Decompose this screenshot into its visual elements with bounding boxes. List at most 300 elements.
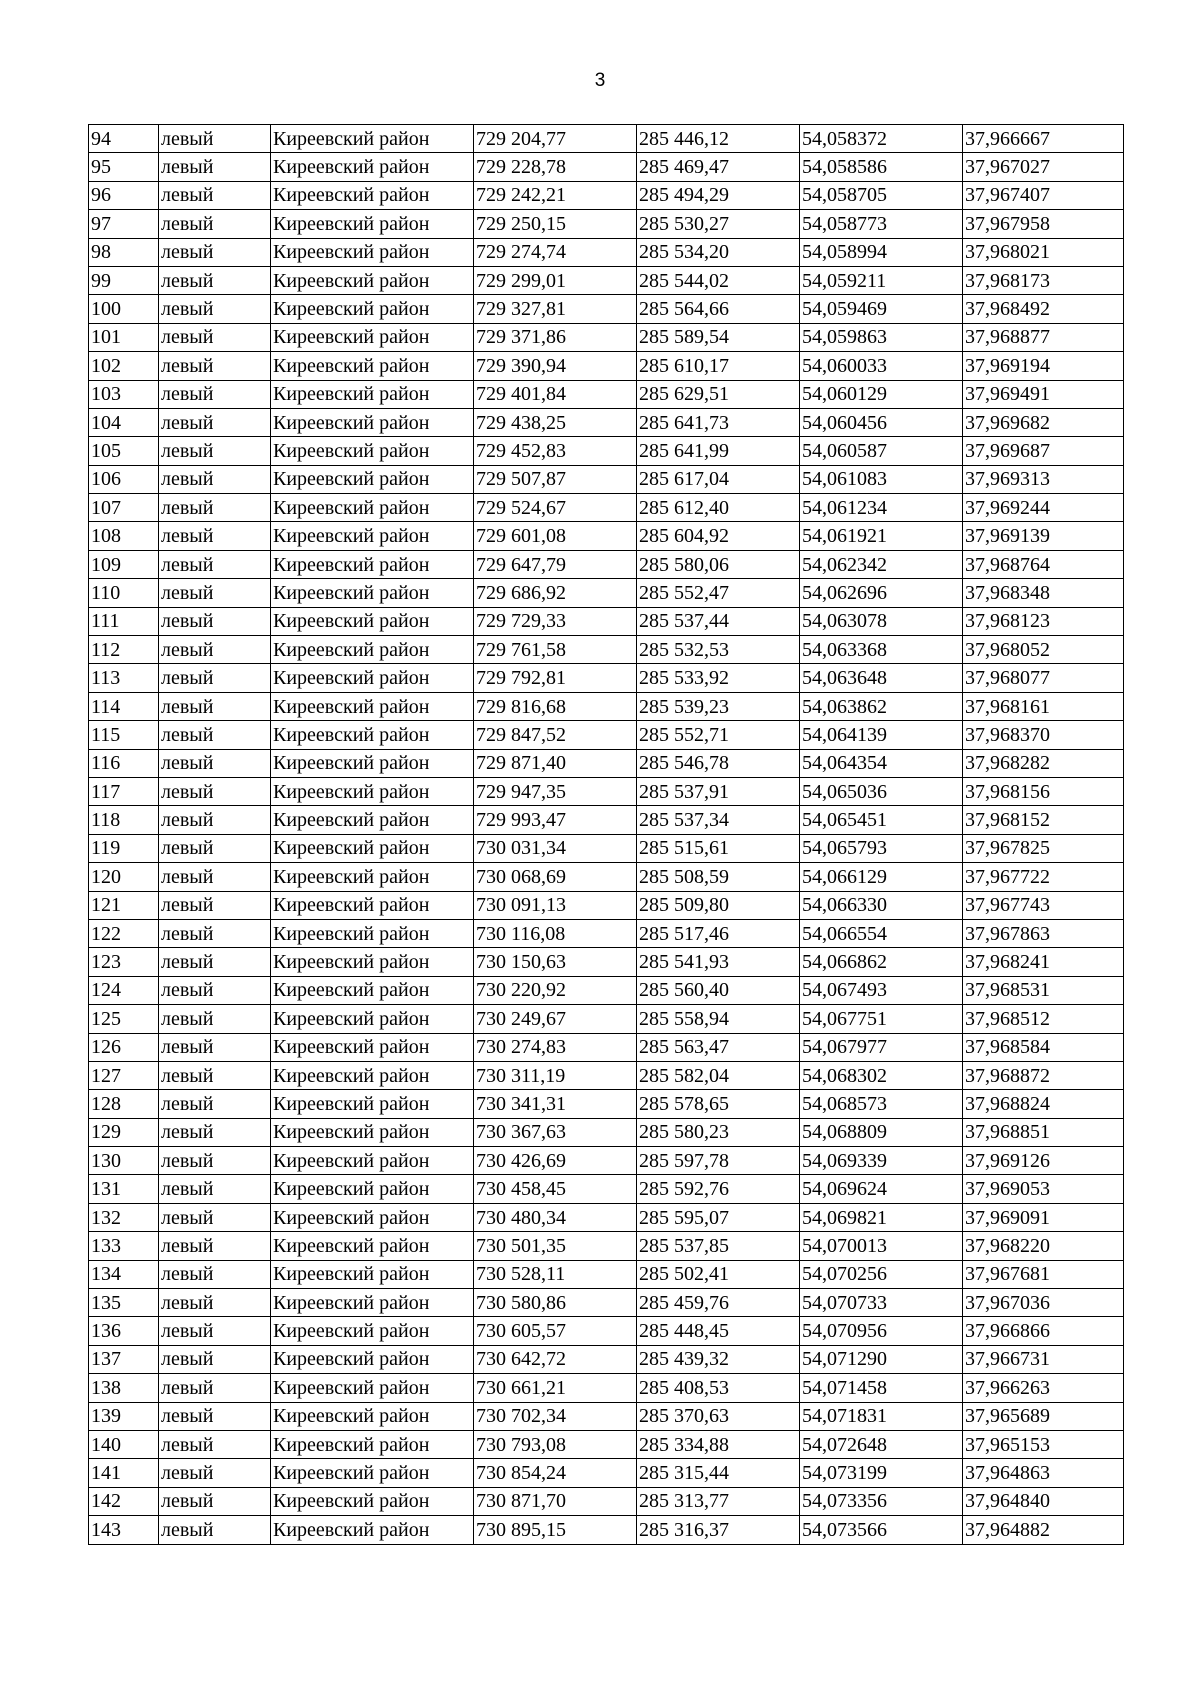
district-cell: Киреевский район [271, 210, 474, 238]
longitude-cell: 37,968824 [963, 1090, 1124, 1118]
x-coordinate-cell: 730 871,70 [474, 1487, 637, 1515]
point-number-cell: 121 [89, 891, 159, 919]
y-coordinate-cell: 285 459,76 [637, 1289, 800, 1317]
longitude-cell: 37,966731 [963, 1345, 1124, 1373]
table-row [89, 1005, 1124, 1033]
table-row [89, 607, 1124, 635]
bank-side-cell: левый [159, 834, 271, 862]
longitude-cell: 37,967722 [963, 863, 1124, 891]
x-coordinate-cell: 729 947,35 [474, 777, 637, 805]
district-cell: Киреевский район [271, 266, 474, 294]
x-coordinate-cell: 730 249,67 [474, 1005, 637, 1033]
bank-side-cell: левый [159, 777, 271, 805]
latitude-cell: 54,069339 [800, 1147, 963, 1175]
y-coordinate-cell: 285 641,73 [637, 408, 800, 436]
table-row [89, 1430, 1124, 1458]
x-coordinate-cell: 730 311,19 [474, 1061, 637, 1089]
point-number-cell: 132 [89, 1203, 159, 1231]
x-coordinate-cell: 729 371,86 [474, 323, 637, 351]
point-number-cell: 135 [89, 1289, 159, 1317]
point-number-cell: 134 [89, 1260, 159, 1288]
latitude-cell: 54,069624 [800, 1175, 963, 1203]
y-coordinate-cell: 285 578,65 [637, 1090, 800, 1118]
latitude-cell: 54,068573 [800, 1090, 963, 1118]
latitude-cell: 54,058372 [800, 125, 963, 153]
table-row [89, 1345, 1124, 1373]
longitude-cell: 37,969091 [963, 1203, 1124, 1231]
y-coordinate-cell: 285 552,71 [637, 721, 800, 749]
latitude-cell: 54,058586 [800, 153, 963, 181]
point-number-cell: 105 [89, 437, 159, 465]
x-coordinate-cell: 729 438,25 [474, 408, 637, 436]
latitude-cell: 54,064354 [800, 749, 963, 777]
x-coordinate-cell: 729 792,81 [474, 664, 637, 692]
district-cell: Киреевский район [271, 1345, 474, 1373]
longitude-cell: 37,968161 [963, 692, 1124, 720]
y-coordinate-cell: 285 595,07 [637, 1203, 800, 1231]
district-cell: Киреевский район [271, 522, 474, 550]
latitude-cell: 54,062696 [800, 579, 963, 607]
y-coordinate-cell: 285 494,29 [637, 181, 800, 209]
longitude-cell: 37,968764 [963, 550, 1124, 578]
y-coordinate-cell: 285 502,41 [637, 1260, 800, 1288]
point-number-cell: 112 [89, 636, 159, 664]
district-cell: Киреевский район [271, 181, 474, 209]
bank-side-cell: левый [159, 522, 271, 550]
longitude-cell: 37,968021 [963, 238, 1124, 266]
point-number-cell: 136 [89, 1317, 159, 1345]
longitude-cell: 37,967027 [963, 153, 1124, 181]
table-row [89, 494, 1124, 522]
point-number-cell: 133 [89, 1232, 159, 1260]
bank-side-cell: левый [159, 323, 271, 351]
y-coordinate-cell: 285 508,59 [637, 863, 800, 891]
bank-side-cell: левый [159, 607, 271, 635]
longitude-cell: 37,968877 [963, 323, 1124, 351]
bank-side-cell: левый [159, 1459, 271, 1487]
district-cell: Киреевский район [271, 238, 474, 266]
district-cell: Киреевский район [271, 1090, 474, 1118]
longitude-cell: 37,964840 [963, 1487, 1124, 1515]
table-row [89, 1487, 1124, 1515]
bank-side-cell: левый [159, 408, 271, 436]
point-number-cell: 96 [89, 181, 159, 209]
x-coordinate-cell: 729 601,08 [474, 522, 637, 550]
table-row [89, 522, 1124, 550]
table-row [89, 1289, 1124, 1317]
table-row [89, 352, 1124, 380]
x-coordinate-cell: 729 686,92 [474, 579, 637, 607]
latitude-cell: 54,058773 [800, 210, 963, 238]
y-coordinate-cell: 285 469,47 [637, 153, 800, 181]
district-cell: Киреевский район [271, 891, 474, 919]
point-number-cell: 111 [89, 607, 159, 635]
point-number-cell: 123 [89, 948, 159, 976]
district-cell: Киреевский район [271, 1430, 474, 1458]
bank-side-cell: левый [159, 210, 271, 238]
table-row [89, 437, 1124, 465]
longitude-cell: 37,968052 [963, 636, 1124, 664]
table-row [89, 550, 1124, 578]
latitude-cell: 54,068302 [800, 1061, 963, 1089]
district-cell: Киреевский район [271, 295, 474, 323]
point-number-cell: 108 [89, 522, 159, 550]
latitude-cell: 54,066330 [800, 891, 963, 919]
table-row [89, 976, 1124, 1004]
point-number-cell: 99 [89, 266, 159, 294]
longitude-cell: 37,969491 [963, 380, 1124, 408]
table-row [89, 1232, 1124, 1260]
district-cell: Киреевский район [271, 437, 474, 465]
latitude-cell: 54,069821 [800, 1203, 963, 1231]
bank-side-cell: левый [159, 863, 271, 891]
longitude-cell: 37,969244 [963, 494, 1124, 522]
latitude-cell: 54,067751 [800, 1005, 963, 1033]
y-coordinate-cell: 285 316,37 [637, 1516, 800, 1544]
longitude-cell: 37,968173 [963, 266, 1124, 294]
longitude-cell: 37,968492 [963, 295, 1124, 323]
point-number-cell: 95 [89, 153, 159, 181]
district-cell: Киреевский район [271, 1289, 474, 1317]
bank-side-cell: левый [159, 948, 271, 976]
district-cell: Киреевский район [271, 1402, 474, 1430]
point-number-cell: 130 [89, 1147, 159, 1175]
point-number-cell: 102 [89, 352, 159, 380]
latitude-cell: 54,070956 [800, 1317, 963, 1345]
latitude-cell: 54,067493 [800, 976, 963, 1004]
table-row [89, 266, 1124, 294]
point-number-cell: 98 [89, 238, 159, 266]
longitude-cell: 37,967036 [963, 1289, 1124, 1317]
y-coordinate-cell: 285 439,32 [637, 1345, 800, 1373]
point-number-cell: 141 [89, 1459, 159, 1487]
table-row [89, 1402, 1124, 1430]
longitude-cell: 37,969682 [963, 408, 1124, 436]
y-coordinate-cell: 285 539,23 [637, 692, 800, 720]
district-cell: Киреевский район [271, 976, 474, 1004]
x-coordinate-cell: 729 993,47 [474, 806, 637, 834]
point-number-cell: 131 [89, 1175, 159, 1203]
district-cell: Киреевский район [271, 1203, 474, 1231]
table-row [89, 408, 1124, 436]
table-row [89, 153, 1124, 181]
x-coordinate-cell: 730 274,83 [474, 1033, 637, 1061]
bank-side-cell: левый [159, 1289, 271, 1317]
y-coordinate-cell: 285 558,94 [637, 1005, 800, 1033]
bank-side-cell: левый [159, 550, 271, 578]
district-cell: Киреевский район [271, 636, 474, 664]
longitude-cell: 37,968220 [963, 1232, 1124, 1260]
district-cell: Киреевский район [271, 380, 474, 408]
table-row [89, 323, 1124, 351]
bank-side-cell: левый [159, 579, 271, 607]
district-cell: Киреевский район [271, 919, 474, 947]
district-cell: Киреевский район [271, 1260, 474, 1288]
district-cell: Киреевский район [271, 550, 474, 578]
x-coordinate-cell: 729 761,58 [474, 636, 637, 664]
x-coordinate-cell: 729 847,52 [474, 721, 637, 749]
table-row [89, 1090, 1124, 1118]
x-coordinate-cell: 730 895,15 [474, 1516, 637, 1544]
longitude-cell: 37,967958 [963, 210, 1124, 238]
x-coordinate-cell: 729 647,79 [474, 550, 637, 578]
district-cell: Киреевский район [271, 465, 474, 493]
latitude-cell: 54,073356 [800, 1487, 963, 1515]
y-coordinate-cell: 285 537,34 [637, 806, 800, 834]
point-number-cell: 97 [89, 210, 159, 238]
point-number-cell: 117 [89, 777, 159, 805]
x-coordinate-cell: 729 452,83 [474, 437, 637, 465]
district-cell: Киреевский район [271, 579, 474, 607]
latitude-cell: 54,059469 [800, 295, 963, 323]
district-cell: Киреевский район [271, 352, 474, 380]
latitude-cell: 54,065036 [800, 777, 963, 805]
table-row [89, 1374, 1124, 1402]
district-cell: Киреевский район [271, 863, 474, 891]
latitude-cell: 54,060129 [800, 380, 963, 408]
y-coordinate-cell: 285 563,47 [637, 1033, 800, 1061]
x-coordinate-cell: 730 642,72 [474, 1345, 637, 1373]
point-number-cell: 127 [89, 1061, 159, 1089]
y-coordinate-cell: 285 515,61 [637, 834, 800, 862]
x-coordinate-cell: 730 480,34 [474, 1203, 637, 1231]
x-coordinate-cell: 729 204,77 [474, 125, 637, 153]
y-coordinate-cell: 285 370,63 [637, 1402, 800, 1430]
table-row [89, 692, 1124, 720]
bank-side-cell: левый [159, 266, 271, 294]
point-number-cell: 125 [89, 1005, 159, 1033]
y-coordinate-cell: 285 537,85 [637, 1232, 800, 1260]
latitude-cell: 54,060456 [800, 408, 963, 436]
latitude-cell: 54,064139 [800, 721, 963, 749]
y-coordinate-cell: 285 408,53 [637, 1374, 800, 1402]
x-coordinate-cell: 730 116,08 [474, 919, 637, 947]
point-number-cell: 120 [89, 863, 159, 891]
y-coordinate-cell: 285 612,40 [637, 494, 800, 522]
bank-side-cell: левый [159, 1175, 271, 1203]
table-row [89, 749, 1124, 777]
latitude-cell: 54,066129 [800, 863, 963, 891]
x-coordinate-cell: 729 327,81 [474, 295, 637, 323]
latitude-cell: 54,070256 [800, 1260, 963, 1288]
table-row [89, 1260, 1124, 1288]
table-row [89, 777, 1124, 805]
longitude-cell: 37,969687 [963, 437, 1124, 465]
point-number-cell: 107 [89, 494, 159, 522]
y-coordinate-cell: 285 448,45 [637, 1317, 800, 1345]
bank-side-cell: левый [159, 1005, 271, 1033]
longitude-cell: 37,965153 [963, 1430, 1124, 1458]
district-cell: Киреевский район [271, 1459, 474, 1487]
longitude-cell: 37,964882 [963, 1516, 1124, 1544]
latitude-cell: 54,071290 [800, 1345, 963, 1373]
longitude-cell: 37,967863 [963, 919, 1124, 947]
district-cell: Киреевский район [271, 721, 474, 749]
latitude-cell: 54,063648 [800, 664, 963, 692]
table-row [89, 919, 1124, 947]
y-coordinate-cell: 285 617,04 [637, 465, 800, 493]
x-coordinate-cell: 729 524,67 [474, 494, 637, 522]
district-cell: Киреевский район [271, 1516, 474, 1544]
x-coordinate-cell: 730 091,13 [474, 891, 637, 919]
point-number-cell: 138 [89, 1374, 159, 1402]
longitude-cell: 37,969313 [963, 465, 1124, 493]
y-coordinate-cell: 285 580,23 [637, 1118, 800, 1146]
y-coordinate-cell: 285 537,44 [637, 607, 800, 635]
y-coordinate-cell: 285 629,51 [637, 380, 800, 408]
bank-side-cell: левый [159, 976, 271, 1004]
table-row [89, 863, 1124, 891]
bank-side-cell: левый [159, 465, 271, 493]
coordinates-table [88, 124, 1124, 1545]
point-number-cell: 129 [89, 1118, 159, 1146]
y-coordinate-cell: 285 564,66 [637, 295, 800, 323]
longitude-cell: 37,969053 [963, 1175, 1124, 1203]
latitude-cell: 54,067977 [800, 1033, 963, 1061]
district-cell: Киреевский район [271, 1374, 474, 1402]
bank-side-cell: левый [159, 181, 271, 209]
longitude-cell: 37,968512 [963, 1005, 1124, 1033]
table-row [89, 806, 1124, 834]
bank-side-cell: левый [159, 1061, 271, 1089]
latitude-cell: 54,058705 [800, 181, 963, 209]
x-coordinate-cell: 729 401,84 [474, 380, 637, 408]
x-coordinate-cell: 730 501,35 [474, 1232, 637, 1260]
latitude-cell: 54,072648 [800, 1430, 963, 1458]
latitude-cell: 54,061921 [800, 522, 963, 550]
longitude-cell: 37,968584 [963, 1033, 1124, 1061]
district-cell: Киреевский район [271, 1175, 474, 1203]
longitude-cell: 37,968156 [963, 777, 1124, 805]
bank-side-cell: левый [159, 891, 271, 919]
latitude-cell: 54,071831 [800, 1402, 963, 1430]
table-row [89, 1061, 1124, 1089]
x-coordinate-cell: 730 341,31 [474, 1090, 637, 1118]
district-cell: Киреевский район [271, 1147, 474, 1175]
y-coordinate-cell: 285 546,78 [637, 749, 800, 777]
district-cell: Киреевский район [271, 664, 474, 692]
longitude-cell: 37,967743 [963, 891, 1124, 919]
bank-side-cell: левый [159, 1374, 271, 1402]
latitude-cell: 54,070733 [800, 1289, 963, 1317]
bank-side-cell: левый [159, 1118, 271, 1146]
table-row [89, 465, 1124, 493]
longitude-cell: 37,965689 [963, 1402, 1124, 1430]
y-coordinate-cell: 285 313,77 [637, 1487, 800, 1515]
latitude-cell: 54,070013 [800, 1232, 963, 1260]
table-row [89, 125, 1124, 153]
latitude-cell: 54,061083 [800, 465, 963, 493]
bank-side-cell: левый [159, 1430, 271, 1458]
table-row [89, 721, 1124, 749]
latitude-cell: 54,066862 [800, 948, 963, 976]
table-row [89, 1203, 1124, 1231]
bank-side-cell: левый [159, 1203, 271, 1231]
district-cell: Киреевский район [271, 806, 474, 834]
district-cell: Киреевский район [271, 607, 474, 635]
latitude-cell: 54,058994 [800, 238, 963, 266]
y-coordinate-cell: 285 641,99 [637, 437, 800, 465]
y-coordinate-cell: 285 580,06 [637, 550, 800, 578]
y-coordinate-cell: 285 537,91 [637, 777, 800, 805]
district-cell: Киреевский район [271, 1061, 474, 1089]
district-cell: Киреевский район [271, 1317, 474, 1345]
bank-side-cell: левый [159, 664, 271, 692]
table-row [89, 579, 1124, 607]
district-cell: Киреевский район [271, 323, 474, 351]
longitude-cell: 37,968872 [963, 1061, 1124, 1089]
bank-side-cell: левый [159, 1516, 271, 1544]
longitude-cell: 37,968077 [963, 664, 1124, 692]
longitude-cell: 37,967407 [963, 181, 1124, 209]
point-number-cell: 101 [89, 323, 159, 351]
point-number-cell: 143 [89, 1516, 159, 1544]
y-coordinate-cell: 285 592,76 [637, 1175, 800, 1203]
point-number-cell: 106 [89, 465, 159, 493]
point-number-cell: 119 [89, 834, 159, 862]
x-coordinate-cell: 729 816,68 [474, 692, 637, 720]
table-row [89, 1459, 1124, 1487]
y-coordinate-cell: 285 533,92 [637, 664, 800, 692]
latitude-cell: 54,073566 [800, 1516, 963, 1544]
longitude-cell: 37,966263 [963, 1374, 1124, 1402]
point-number-cell: 103 [89, 380, 159, 408]
point-number-cell: 128 [89, 1090, 159, 1118]
bank-side-cell: левый [159, 1033, 271, 1061]
latitude-cell: 54,073199 [800, 1459, 963, 1487]
x-coordinate-cell: 730 793,08 [474, 1430, 637, 1458]
y-coordinate-cell: 285 530,27 [637, 210, 800, 238]
x-coordinate-cell: 729 242,21 [474, 181, 637, 209]
x-coordinate-cell: 730 580,86 [474, 1289, 637, 1317]
coordinates-table-body [89, 125, 1124, 1545]
bank-side-cell: левый [159, 295, 271, 323]
y-coordinate-cell: 285 597,78 [637, 1147, 800, 1175]
bank-side-cell: левый [159, 153, 271, 181]
x-coordinate-cell: 729 228,78 [474, 153, 637, 181]
longitude-cell: 37,969139 [963, 522, 1124, 550]
table-row [89, 834, 1124, 862]
longitude-cell: 37,968531 [963, 976, 1124, 1004]
longitude-cell: 37,968282 [963, 749, 1124, 777]
district-cell: Киреевский район [271, 153, 474, 181]
table-row [89, 948, 1124, 976]
bank-side-cell: левый [159, 1402, 271, 1430]
point-number-cell: 140 [89, 1430, 159, 1458]
bank-side-cell: левый [159, 352, 271, 380]
y-coordinate-cell: 285 589,54 [637, 323, 800, 351]
bank-side-cell: левый [159, 692, 271, 720]
point-number-cell: 94 [89, 125, 159, 153]
point-number-cell: 139 [89, 1402, 159, 1430]
bank-side-cell: левый [159, 437, 271, 465]
table-row [89, 1317, 1124, 1345]
longitude-cell: 37,968123 [963, 607, 1124, 635]
bank-side-cell: левый [159, 1232, 271, 1260]
bank-side-cell: левый [159, 494, 271, 522]
x-coordinate-cell: 729 299,01 [474, 266, 637, 294]
district-cell: Киреевский район [271, 125, 474, 153]
x-coordinate-cell: 730 220,92 [474, 976, 637, 1004]
table-row [89, 181, 1124, 209]
bank-side-cell: левый [159, 636, 271, 664]
x-coordinate-cell: 730 702,34 [474, 1402, 637, 1430]
bank-side-cell: левый [159, 806, 271, 834]
table-row [89, 1118, 1124, 1146]
x-coordinate-cell: 729 390,94 [474, 352, 637, 380]
latitude-cell: 54,062342 [800, 550, 963, 578]
x-coordinate-cell: 730 150,63 [474, 948, 637, 976]
